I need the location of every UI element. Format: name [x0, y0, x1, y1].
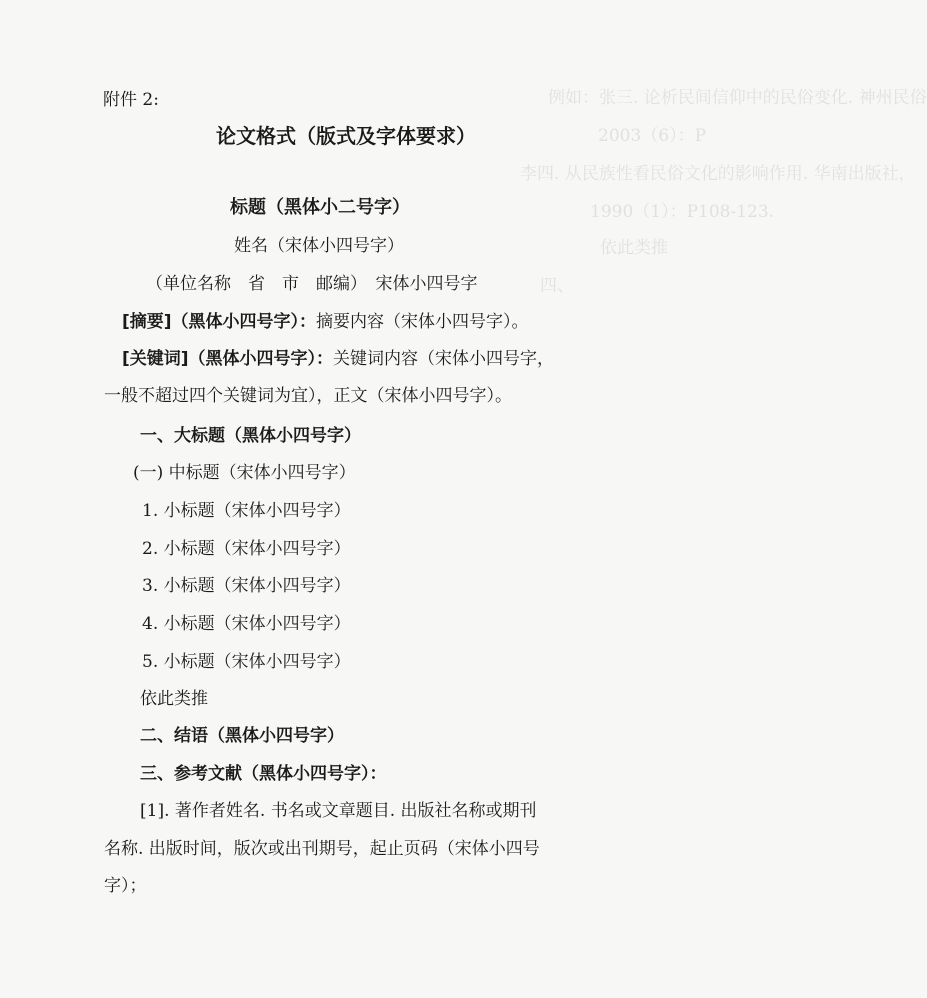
reference-format-line: 字）；	[104, 876, 147, 896]
references-heading-spec: 三、参考文献（黑体小四号字）：	[140, 764, 387, 784]
affiliation-spec: （单位名称 省 市 邮编） 宋体小四号字	[146, 274, 478, 294]
keywords-continuation: 一般不超过四个关键词为宜），正文（宋体小四号字）。	[104, 386, 512, 406]
abstract-line	[122, 310, 529, 334]
bleed-through-line: 四、	[540, 276, 574, 296]
reference-format-line: [1]. 著作者姓名. 书名或文章题目. 出版社名称或期刊	[140, 801, 537, 821]
middle-heading-spec: (一) 中标题（宋体小四号字）	[133, 463, 356, 483]
bleed-through-line: 依此类推	[600, 238, 668, 258]
minor-heading-spec: 2. 小标题（宋体小四号字）	[142, 539, 351, 559]
minor-heading-spec: 4. 小标题（宋体小四号字）	[142, 614, 351, 634]
paper-title-spec: 标题（黑体小二号字）	[230, 197, 410, 218]
abstract-label: [摘要]（黑体小四号字）：	[122, 312, 317, 332]
minor-heading-spec: 5. 小标题（宋体小四号字）	[142, 652, 351, 672]
keywords-label: [关键词]（黑体小四号字）：	[122, 349, 334, 369]
author-spec: 姓名（宋体小四号字）	[234, 236, 404, 256]
minor-heading-spec: 3. 小标题（宋体小四号字）	[142, 576, 351, 596]
abstract-text: 摘要内容（宋体小四号字）。	[316, 312, 529, 332]
bleed-through-line: 例如：张三. 论析民间信仰中的民俗变化. 神州民俗	[548, 88, 927, 108]
reference-format-line: 名称. 出版时间，版次或出刊期号，起止页码（宋体小四号	[104, 839, 540, 859]
major-heading-spec: 一、大标题（黑体小四号字）	[140, 426, 361, 446]
keywords-text: 关键词内容（宋体小四号字，	[333, 349, 555, 369]
keywords-line	[122, 347, 554, 371]
bleed-through-line: 李四. 从民族性看民俗文化的影响作用. 华南出版社，	[520, 164, 916, 184]
bleed-through-line: 2003（6）：P	[598, 126, 707, 146]
etc-text: 依此类推	[140, 689, 208, 709]
bleed-through-line: 1990（1）：P108-123.	[590, 202, 775, 222]
document-title: 论文格式（版式及字体要求）	[216, 124, 476, 148]
conclusion-heading-spec: 二、结语（黑体小四号字）	[140, 726, 344, 746]
minor-heading-spec: 1. 小标题（宋体小四号字）	[142, 501, 351, 521]
attachment-label: 附件 2:	[103, 90, 159, 110]
